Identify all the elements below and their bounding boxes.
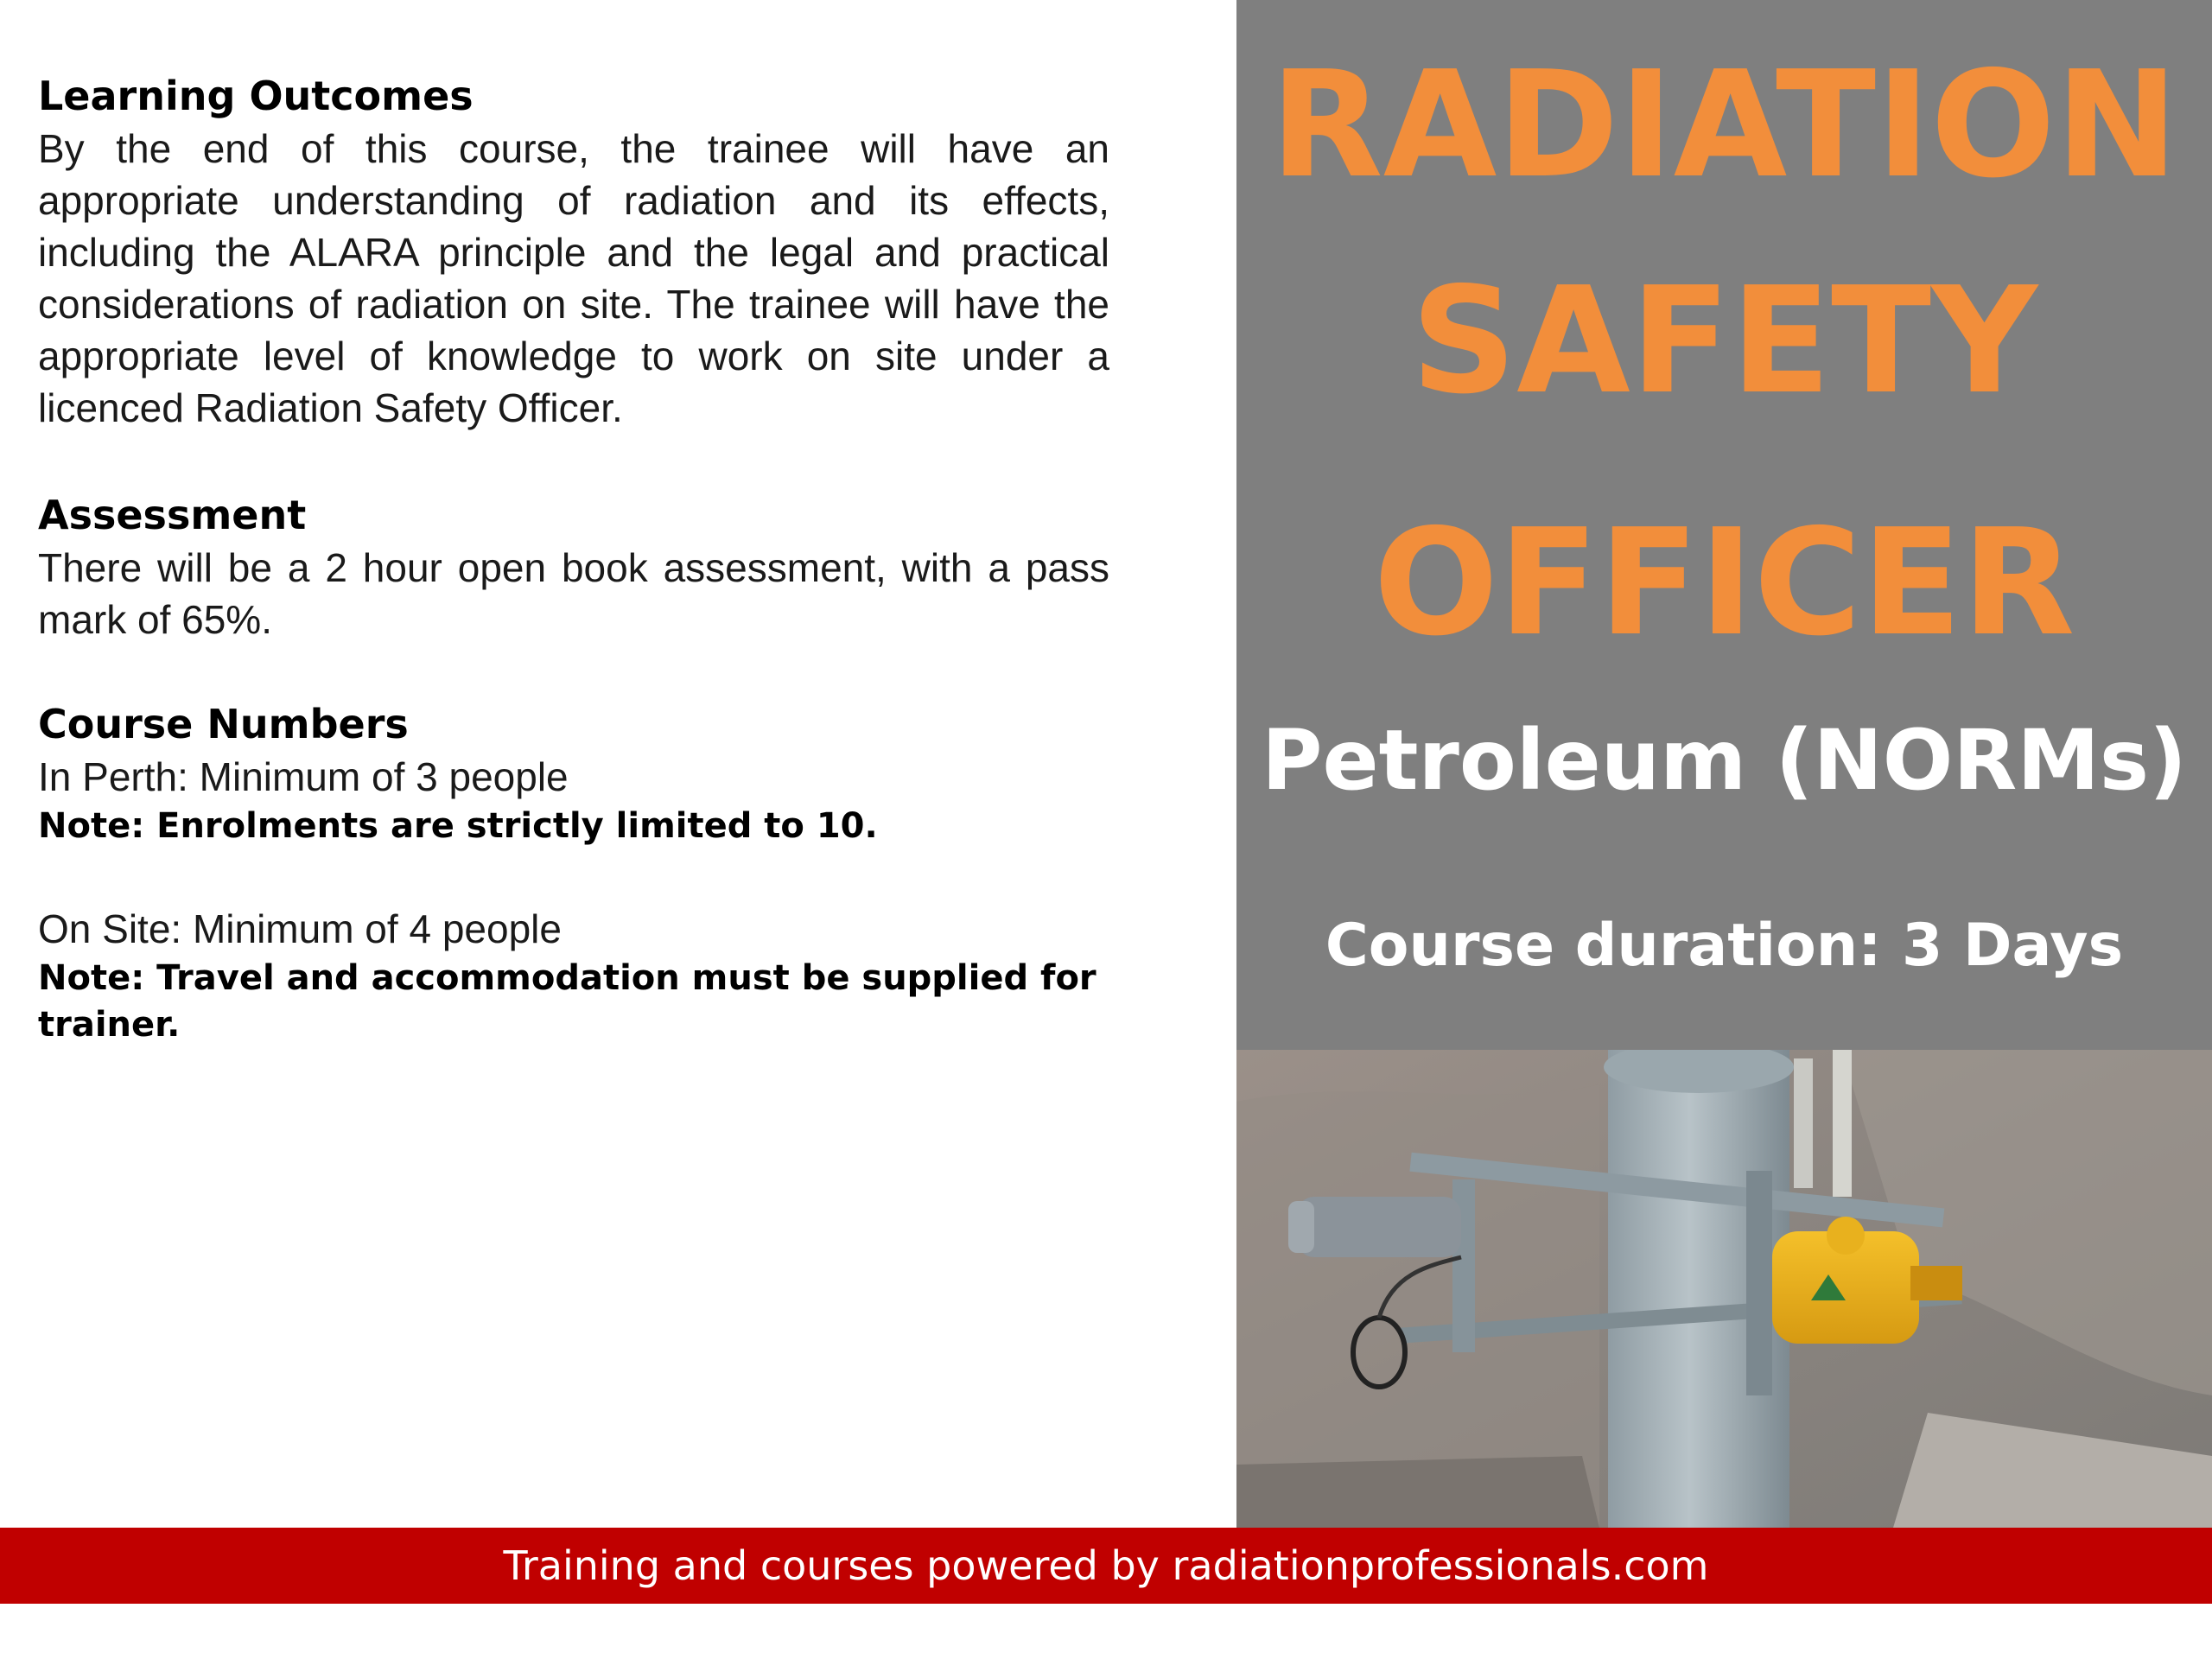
title-line-officer: OFFICER <box>1373 498 2075 669</box>
learning-outcomes-text: By the end of this course, the trainee will have an appropriate understanding of radiation and its effects, including the ALARA principle and the legal and practical considerations of radiation on site. The trainee will have the appropriate level of knowledge to work on site under a licenced Radiation Safety Officer. <box>38 126 1109 430</box>
assessment-section <box>38 488 1109 645</box>
assessment-heading: Assessment <box>38 492 307 538</box>
learning-outcomes-heading: Learning Outcomes <box>38 73 474 119</box>
title-line-safety: SAFETY <box>1410 256 2038 427</box>
course-subtitle: Petroleum (NORMs) <box>1262 712 2187 809</box>
equipment-photo <box>1236 1050 2212 1528</box>
learning-outcomes-section <box>38 69 1109 434</box>
course-numbers-section <box>38 697 1109 849</box>
footer-banner <box>0 1528 2212 1604</box>
footer-text: Training and courses powered by radiationprofessionals.com <box>503 1542 1709 1589</box>
onsite-note: Note: Travel and accommodation must be supplied for trainer. <box>38 958 1096 1045</box>
perth-note: Note: Enrolments are strictly limited to 10. <box>38 806 878 846</box>
course-numbers-heading: Course Numbers <box>38 701 409 747</box>
title-panel <box>1236 0 2212 1050</box>
assessment-text: There will be a 2 hour open book assessment, with a pass mark of 65%. <box>38 545 1109 642</box>
perth-minimum-text: In Perth: Minimum of 3 people <box>38 754 569 799</box>
course-duration: Course duration: 3 Days <box>1325 912 2124 980</box>
onsite-minimum-text: On Site: Minimum of 4 people <box>38 906 562 951</box>
gauge-on-pipe-illustration <box>1236 1050 2212 1528</box>
title-line-radiation: RADIATION <box>1269 40 2179 211</box>
onsite-section <box>38 903 1109 1048</box>
